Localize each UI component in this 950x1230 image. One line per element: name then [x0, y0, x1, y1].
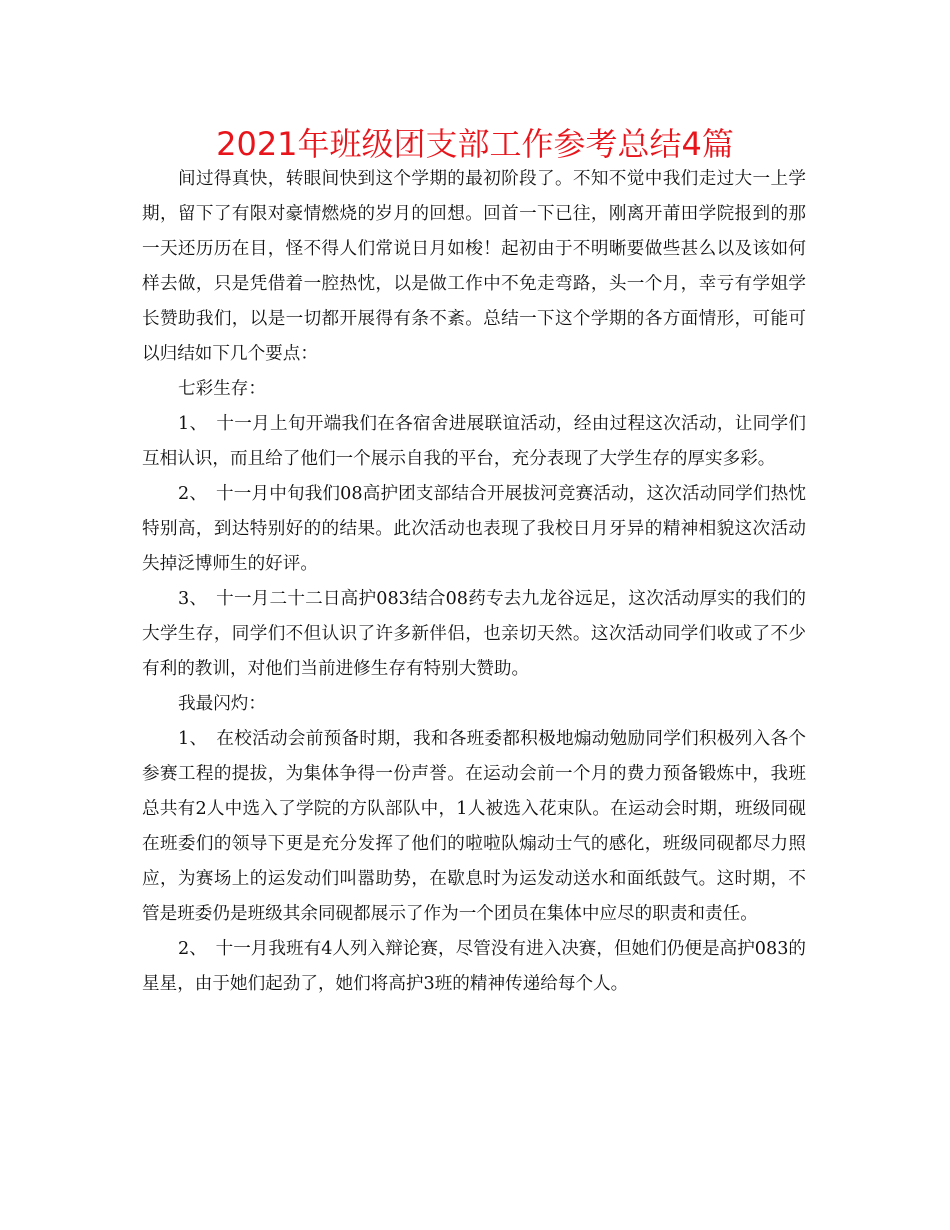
section-heading-colorful-life: 七彩生存： [178, 379, 266, 399]
paragraph-item-4: 1、 在校活动会前预备时期，我和各班委都积极地煽动勉励同学们积极列入各个参赛工程的提拔，为集体争得一份声誉。在运动会前一个月的费力预备锻炼中，我班总共有2人中选入了学院的方队部队中，1人被选入花束队。在运动会时期，班级同砚在班委们的领导下更是充分发挥了他们的啦啦队煽动士气的感化，班级同砚都尽力照应，为赛场上的运发动们叫嚣助势，在歇息时为运发动送水和面纸鼓气。这时期，不管是班委仍是班级其余同砚都展示了作为一个团员在集体中应尽的职责和责任。 [142, 729, 806, 924]
paragraph-intro: 间过得真快，转眼间快到这个学期的最初阶段了。不知不觉中我们走过大一上学期，留下了有限对豪情燃烧的岁月的回想。回首一下已往，刚离开莆田学院报到的那一天还历历在目，怪不得人们常说日月如梭！起初由于不明晰要做些甚么以及该如何样去做，只是凭借着一腔热忱，以是做工作中不免走弯路，头一个月，幸亏有学姐学长赞助我们，以是一切都开展得有条不紊。总结一下这个学期的各方面情形，可能可以归结如下几个要点： [142, 169, 806, 364]
paragraph-item-1: 1、 十一月上旬开端我们在各宿舍进展联谊活动，经由过程这次活动，让同学们互相认识，而且给了他们一个展示自我的平台，充分表现了大学生存的厚实多彩。 [142, 414, 806, 469]
paragraph-item-2: 2、 十一月中旬我们08高护团支部结合开展拔河竞赛活动，这次活动同学们热忱特别高，到达特别好的的结果。此次活动也表现了我校日月牙异的精神相貌这次活动失掉泛博师生的好评。 [142, 484, 806, 574]
document-body [142, 162, 806, 1002]
section-heading-shining: 我最闪灼： [178, 694, 266, 714]
document-title: 2021年班级团支部工作参考总结4篇 [216, 125, 734, 163]
paragraph-item-5: 2、 十一月我班有4人列入辩论赛，尽管没有进入决赛，但她们仍便是高护083的星星，由于她们起劲了，她们将高护3班的精神传递给每个人。 [142, 939, 806, 994]
paragraph-item-3: 3、 十一月二十二日高护083结合08药专去九龙谷远足，这次活动厚实的我们的大学生存，同学们不但认识了许多新伴侣，也亲切天然。这次活动同学们收或了不少有利的教训，对他们当前进修生存有特别大赞助。 [142, 589, 806, 679]
